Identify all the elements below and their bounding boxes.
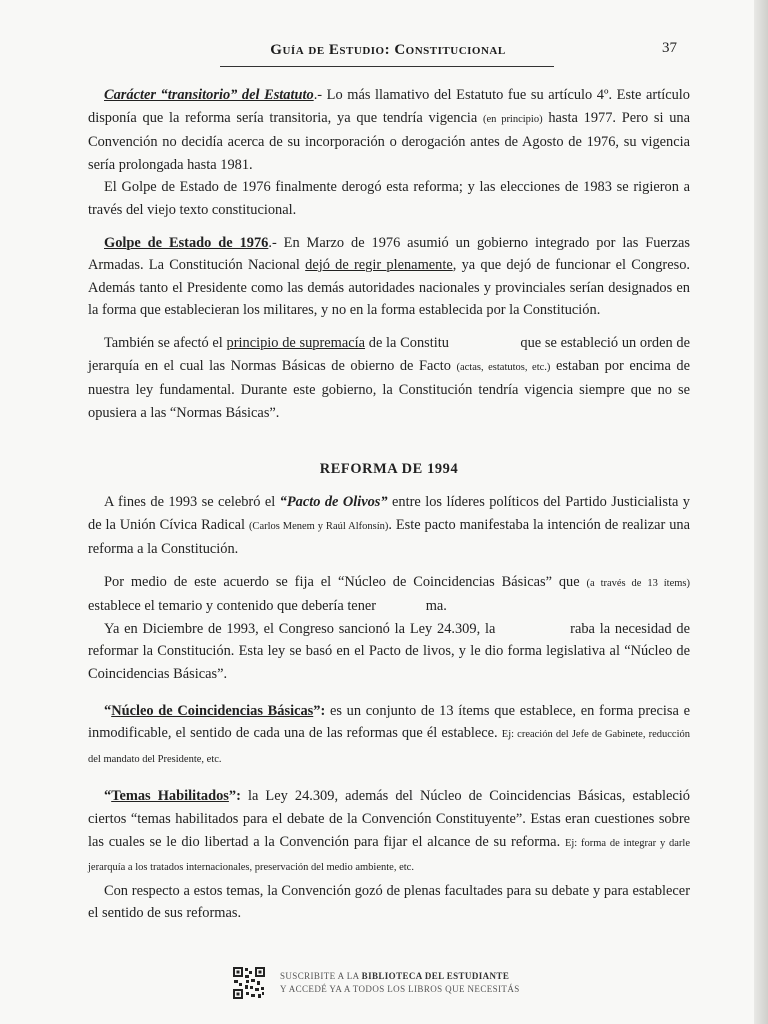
page-number: 37 xyxy=(662,40,677,56)
paragraph-facultades: Con respecto a estos temas, la Convención gozó de plenas facultades para su debate y para establecer el sentido de sus reformas. xyxy=(88,882,690,922)
footer-line-2: Y ACCEDÉ YA A TODOS LOS LIBROS QUE NECESITÁS xyxy=(280,984,520,994)
page-edge-shadow xyxy=(754,0,768,1024)
paragraph-pacto-de-olivos: A fines de 1993 se celebró el “Pacto de Olivos” entre los líderes políticos del Partido Justicialista y de la Unión Cívica Radical (Carlos Menem y Raúl Alfonsín). Este pacto manifestaba la intención de realizar una reforma a la Constitución. xyxy=(88,493,690,558)
paragraph-golpe-de-estado: Golpe de Estado de 1976.- En Marzo de 1976 asumió un gobierno integrado por las Fuerzas Armadas. La Constitución Nacional dejó de regir plenamente, ya que dejó de funcionar el Congreso. Además tanto el Presidente como las demás autoridades nacionales y provinciales serían designados en la forma que establecieran los militares, y no en la forma establecida por la Constitución. xyxy=(88,234,690,319)
lead-temas-habilitados: Temas Habilitados xyxy=(111,788,229,805)
footer-banner xyxy=(232,966,572,1002)
lead-caracter-transitorio: Carácter “transitorio” del Estatuto xyxy=(104,87,314,103)
section-title-reforma-1994: REFORMA DE 1994 xyxy=(319,461,459,478)
paragraph-nucleo-acuerdo: Por medio de este acuerdo se fija el “Núcleo de Coincidencias Básicas” que (a través de 13 ítems) establece el temario y contenido que debería tener ma. xyxy=(88,573,690,615)
paragraph-golpe-derogo: El Golpe de Estado de 1976 finalmente derogó esta reforma; y las elecciones de 1983 se rigieron a través del viejo texto constitucional. xyxy=(88,179,690,218)
paragraph-caracter-transitorio: Carácter “transitorio” del Estatuto.- Lo más llamativo del Estatuto fue su artículo 4º. Este artículo disponía que la reforma sería transitoria, ya que tendría vigencia (en principio) hasta 1977. Pero si una Convención no decidía acerca de su incorporación o derogación antes de Agosto de 1976, su vigencia sería prolongada hasta 1981. xyxy=(88,87,690,173)
paragraph-supremacia: También se afectó el principio de supremacía de la Constitu que se estableció un orden de jerarquía en el cual las Normas Básicas de obierno de Facto (actas, estatutos, etc.) estaban por encima de nuestra ley fundamental. Durante este gobierno, la Constitución tendría vigencia siempre que no se opusiera a las “Normas Básicas”. xyxy=(88,334,690,421)
body-text xyxy=(88,84,690,925)
paragraph-temas-habilitados: “Temas Habilitados”: la Ley 24.309, además del Núcleo de Coincidencias Básicas, estableció ciertos “temas habilitados para el debate de la Convención Constituyente”. Estas eran cuestiones sobre las cuales se le dio libertad a la Convención para fijar el alcance de su reforma. Ej: forma de integrar y darle jerarquía a los tratados internacionales, preservación del medio ambiente, etc. xyxy=(88,788,690,874)
footer-text xyxy=(280,970,520,996)
running-title: Guía de Estudio: Constitucional xyxy=(270,42,506,58)
lead-nucleo-coincidencias: Núcleo de Coincidencias Básicas xyxy=(111,702,314,719)
paragraph-nucleo-coincidencias: “Núcleo de Coincidencias Básicas”: es un conjunto de 13 ítems que establece, en forma precisa e inmodificable, el sentido de cada una de las reformas que él establece. Ej: creación del Jefe de Gabinete, reducción del mandato del Presidente, etc. xyxy=(88,702,690,765)
lead-golpe-de-estado: Golpe de Estado de 1976 xyxy=(104,234,269,251)
header-rule xyxy=(220,66,554,67)
qr-code-icon xyxy=(232,966,266,1000)
footer-line-1: SUSCRIBITE A LA BIBLIOTECA DEL ESTUDIANTE xyxy=(280,971,510,981)
paragraph-ley-24309: Ya en Diciembre de 1993, el Congreso sancionó la Ley 24.309, la raba la necesidad de reformar la Constitución. Esta ley se basó en el Pacto de livos, y le dio forma legislativa al “Núcleo de Coincidencias Básicas”. xyxy=(88,620,690,683)
